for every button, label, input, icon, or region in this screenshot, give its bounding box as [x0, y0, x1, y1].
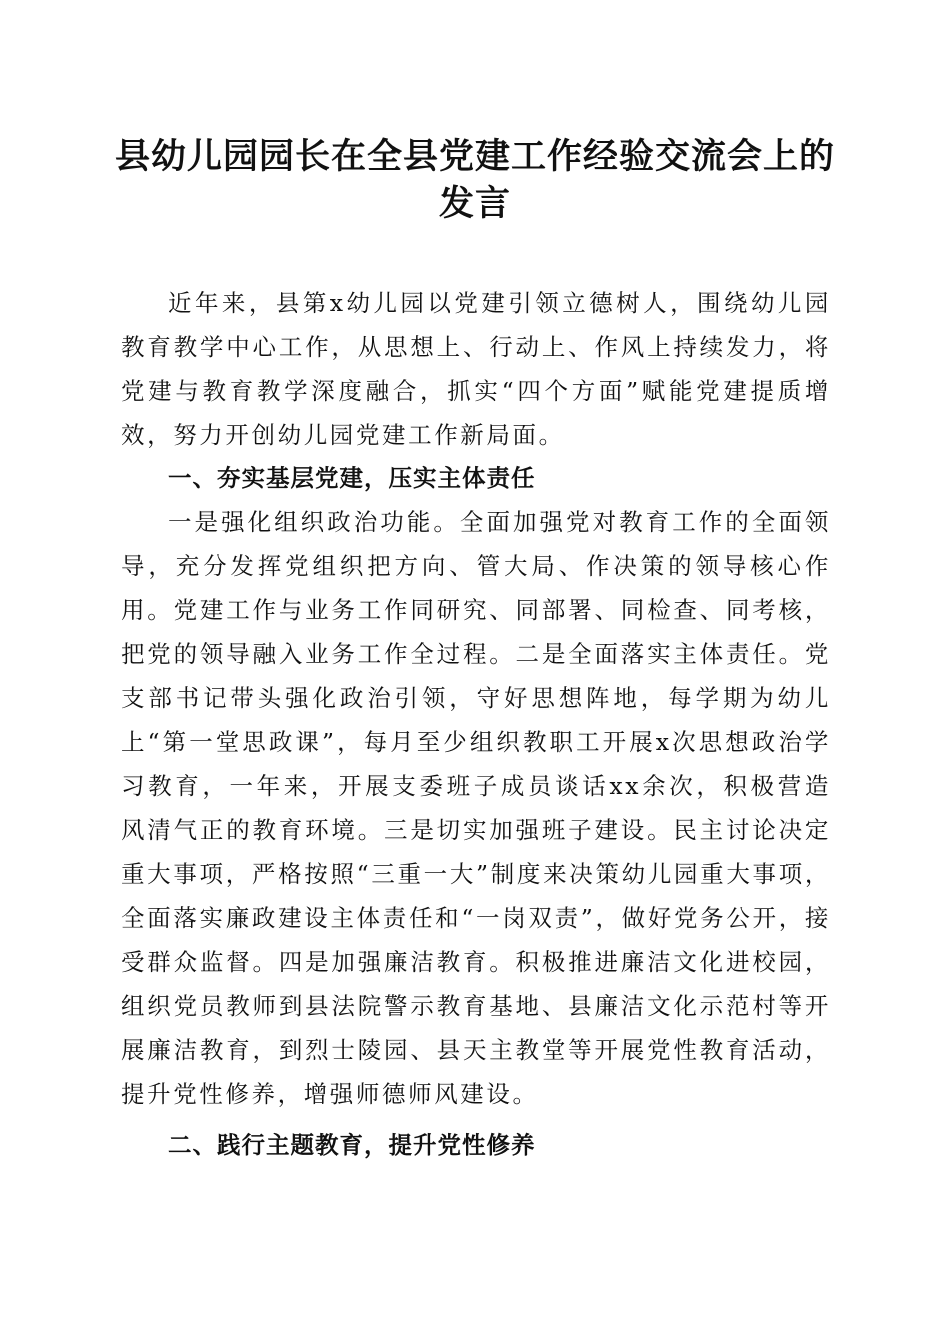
section-heading-1: 一、夯实基层党建，压实主体责任 — [168, 464, 536, 492]
document-title: 县幼儿园园长在全县党建工作经验交流会上的发言 — [114, 136, 835, 224]
section-heading-2: 二、践行主题教育，提升党性修养 — [168, 1131, 536, 1159]
intro-paragraph: 近年来，县第x幼儿园以党建引领立德树人，围绕幼儿园教育教学中心工作，从思想上、行动上、作风上持续发力，将党建与教育教学深度融合，抓实“四个方面”赋能党建提质增效，努力开创幼儿园党建工作新局面。 — [121, 289, 831, 449]
section-1-paragraph: 一是强化组织政治功能。全面加强党对教育工作的全面领导，充分发挥党组织把方向、管大局、作决策的领导核心作用。党建工作与业务工作同研究、同部署、同检查、同考核，把党的领导融入业务工作全过程。二是全面落实主体责任。党支部书记带头强化政治引领，守好思想阵地，每学期为幼儿上“第一堂思政课”，每月至少组织教职工开展x次思想政治学习教育，一年来，开展支委班子成员谈话xx余次，积极营造风清气正的教育环境。三是切实加强班子建设。民主讨论决定重大事项，严格按照“三重一大”制度来决策幼儿园重大事项，全面落实廉政建设主体责任和“一岗双责”，做好党务公开，接受群众监督。四是加强廉洁教育。积极推进廉洁文化进校园，组织党员教师到县法院警示教育基地、县廉洁文化示范村等开展廉洁教育，到烈士陵园、县天主教堂等开展党性教育活动，提升党性修养，增强师德师风建设。 — [121, 508, 831, 1108]
